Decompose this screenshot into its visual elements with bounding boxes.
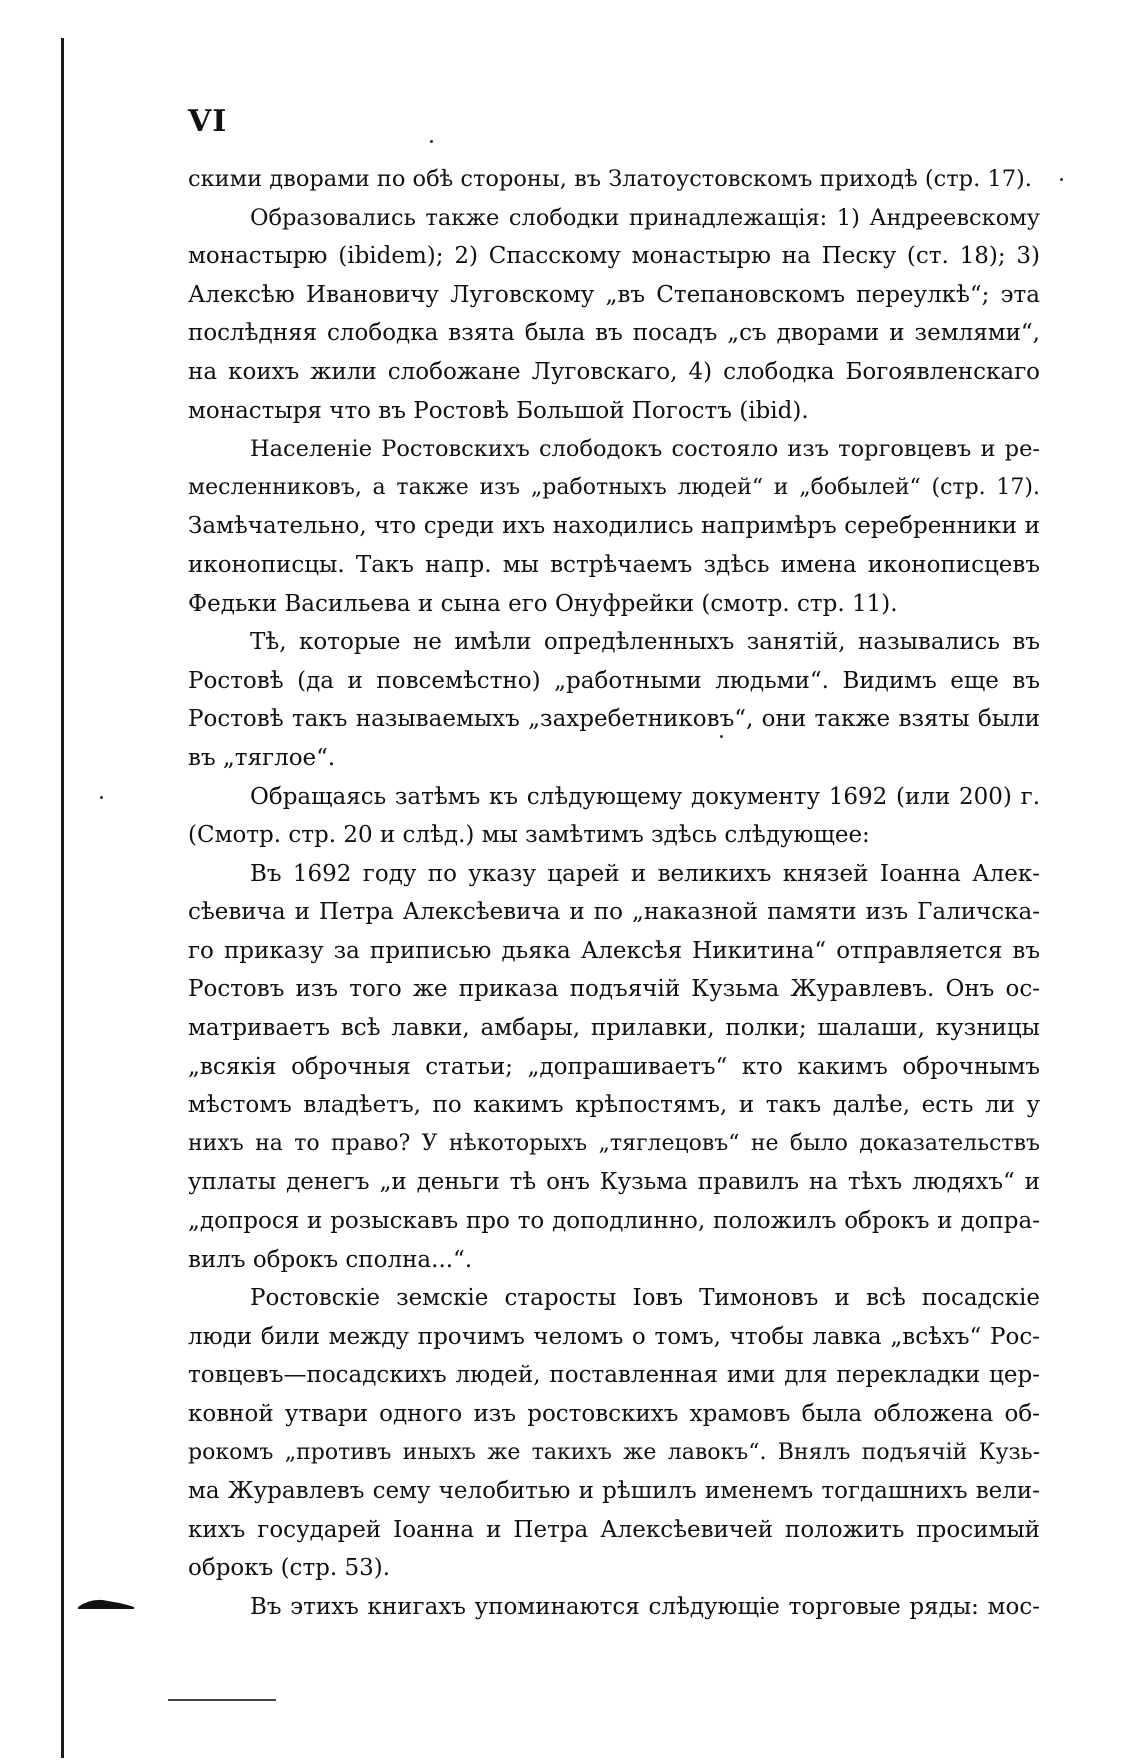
- text-line: монастыря что въ Ростовѣ Большой Погостъ (ibid).: [188, 397, 809, 424]
- paper-speck: [430, 140, 433, 143]
- text-line: ма Журавлевъ сему челобитью и рѣшилъ именемъ тогдашнихъ вели-: [188, 1478, 1040, 1505]
- paper-speck: [720, 735, 723, 738]
- footer-rule: [168, 1699, 276, 1701]
- text-line: „допрося и розыскавъ про то доподлинно, положилъ оброкъ и допра-: [188, 1208, 1040, 1235]
- text-line: товцевъ—посадскихъ людей, поставленная ими для перекладки цер-: [188, 1362, 1040, 1389]
- text-line: Образовались также слободки принадлежащія: 1) Андреевскому: [250, 204, 1040, 231]
- paper-speck: [1060, 178, 1063, 181]
- text-line: сѣевича и Петра Алексѣевича и по „наказной памяти изъ Галичска-: [188, 899, 1040, 926]
- text-line: вилъ оброкъ сполна...“.: [188, 1246, 473, 1273]
- text-line: скими дворами по обѣ стороны, въ Златоустовскомъ приходѣ (стр. 17).: [188, 166, 1032, 192]
- text-line: (Смотр. стр. 20 и слѣд.) мы замѣтимъ здѣсь слѣдующее:: [188, 822, 870, 849]
- body-text: [188, 160, 1040, 1627]
- text-line: мѣстомъ владѣетъ, по какимъ крѣпостямъ, и такъ далѣе, есть ли у: [188, 1092, 1040, 1119]
- text-line: рокомъ „противъ иныхъ же такихъ же лавокъ“. Внялъ подъячій Кузь-: [188, 1439, 1040, 1465]
- text-line: люди били между прочимъ челомъ о томъ, чтобы лавка „всѣхъ“ Рос-: [188, 1323, 1040, 1350]
- text-line: послѣдняя слободка взята была въ посадъ „съ дворами и землями“,: [188, 320, 1040, 347]
- text-line: Въ этихъ книгахъ упоминаются слѣдующіе торговые ряды: мос-: [250, 1593, 1040, 1620]
- text-line: ковной утвари одного изъ ростовскихъ храмовъ была обложена об-: [188, 1401, 1040, 1427]
- text-line: Ростовѣ такъ называемыхъ „захребетниковъ“, они также взяты были: [188, 706, 1040, 733]
- text-line: монастырю (ibidem); 2) Спасскому монастырю на Песку (ст. 18); 3): [188, 243, 1040, 270]
- text-line: Алексѣю Ивановичу Луговскому „въ Степановскомъ переулкѣ“; эта: [188, 281, 1040, 308]
- text-line: оброкъ (стр. 53).: [188, 1555, 391, 1582]
- ink-smudge-mark: [78, 1599, 134, 1609]
- text-line: месленниковъ, а также изъ „работныхъ людей“ и „бобылей“ (стр. 17).: [188, 474, 1040, 500]
- text-line: Въ 1692 году по указу царей и великихъ князей Іоанна Алек-: [250, 860, 1040, 887]
- text-line: Ростовскіе земскіе старосты Іовъ Тимоновъ и всѣ посадскіе: [250, 1285, 1040, 1312]
- text-line: Ростовъ изъ того же приказа подъячій Кузьма Журавлевъ. Онъ ос-: [188, 976, 1040, 1003]
- text-line: Федьки Васильева и сына его Онуфрейки (смотр. стр. 11).: [188, 590, 898, 617]
- text-line: матриваетъ всѣ лавки, амбары, прилавки, полки; шалаши, кузницы: [188, 1015, 1040, 1042]
- text-line: „всякія оброчныя статьи; „допрашиваетъ“ кто какимъ оброчнымъ: [188, 1053, 1040, 1080]
- text-line: уплаты денегъ „и деньги тѣ онъ Кузьма правилъ на тѣхъ людяхъ“ и: [188, 1169, 1040, 1196]
- paper-speck: [100, 796, 103, 799]
- binding-edge-line: [61, 38, 64, 1758]
- text-line: Населеніе Ростовскихъ слободокъ состояло изъ торговцевъ и ре-: [250, 436, 1040, 463]
- text-line: иконописцы. Такъ напр. мы встрѣчаемъ здѣсь имена иконописцевъ: [188, 551, 1040, 578]
- text-line: Обращаясь затѣмъ къ слѣдующему документу 1692 (или 200) г.: [250, 783, 1040, 810]
- text-line: кихъ государей Іоанна и Петра Алексѣевичей положить просимый: [188, 1516, 1040, 1543]
- text-line: въ „тяглое“.: [188, 744, 336, 771]
- text-line: го приказу за приписью дьяка Алексѣя Никитина“ отправляется въ: [188, 937, 1040, 964]
- text-line: Ростовѣ (да и повсемѣстно) „работными людьми“. Видимъ еще въ: [188, 667, 1040, 694]
- text-line: нихъ на то право? У нѣкоторыхъ „тяглецовъ“ не было доказательствъ: [188, 1130, 1040, 1156]
- text-line: Замѣчательно, что среди ихъ находились напримѣръ серебренники и: [188, 513, 1040, 540]
- text-line: на коихъ жили слобожане Луговскаго, 4) слободка Богоявленскаго: [188, 358, 1040, 385]
- page-number: VI: [188, 104, 228, 139]
- text-line: Тѣ, которые не имѣли опредѣленныхъ занятій, назывались въ: [250, 629, 1040, 656]
